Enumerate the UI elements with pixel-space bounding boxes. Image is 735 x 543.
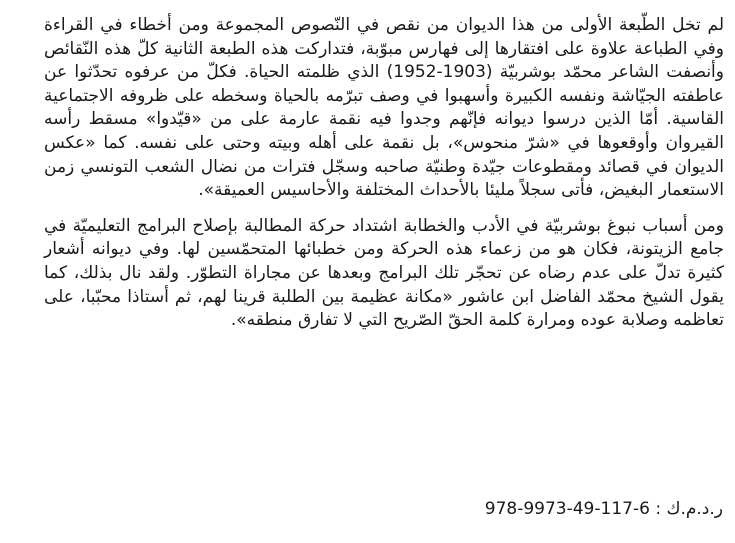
paragraph-2: ومن أسباب نبوغ بوشربيّة في الأدب والخطابة اشتداد حركة المطالبة بإصلاح البرامج التعليميّة في جامع الزيتونة، فكان هو من زعماء هذه الحركة ومن خطبائها المتحمّسين لها. وفي ديوانه أشعار كثيرة تدلّ على عدم رضاه عن تحجّر تلك البرامج وبعدها عن مجاراة التطوّر. ولقد نال بذلك، كما يقول الشيخ محمّد الفاضل ابن عاشور «مكانة عظيمة بين الطلبة قرينا لهم، ثم أستاذا محبّبا، على تعاظمه وصلابة عوده ومرارة كلمة الحقّ الصّريح التي لا تفارق منطقه». xyxy=(44,215,724,331)
paragraph-1: لم تخل الطّبعة الأولى من هذا الديوان من نقص في النّصوص المجموعة ومن أخطاء في القراءة وفي الطباعة علاوة على افتقارها إلى فهارس مبوّبة، فتداركت هذه الطبعة الثانية كلّ هذه النّقائص وأنصفت الشاعر محمّد بوشربيّة (1903-1952) الذي ظلمته الحياة. فكلّ من عرفوه تحدّثوا عن عاطفته الجيّاشة ونفسه الكبيرة وأسهبوا في وصف تبرّمه بالحياة وسخطه على ظروفه الاجتماعية القاسية. أمّا الذين درسوا ديوانه فإنّهم وجدوا فيه نقمة عارمة على من «قيّدوا» مسقط رأسه القيروان وأوقعوها في «شرّ منحوس»، بل نقمة على أهله وبيته وحتى على نفسه. كما «عكس الديوان في قصائد ومقطوعات جيّدة وطنيّة صاحبه وسجّل فترات من نضال الشعب التونسي زمن الاستعمار البغيض، فأتى سجلاً مليئا بالأحداث المختلفة والأحاسيس العميقة». xyxy=(44,15,724,201)
book-back-cover-text xyxy=(44,14,724,333)
isbn-line xyxy=(485,497,723,521)
isbn-label: ر.د.م.ك : xyxy=(655,499,723,519)
isbn-number: 978-9973-49-117-6 xyxy=(484,499,650,519)
